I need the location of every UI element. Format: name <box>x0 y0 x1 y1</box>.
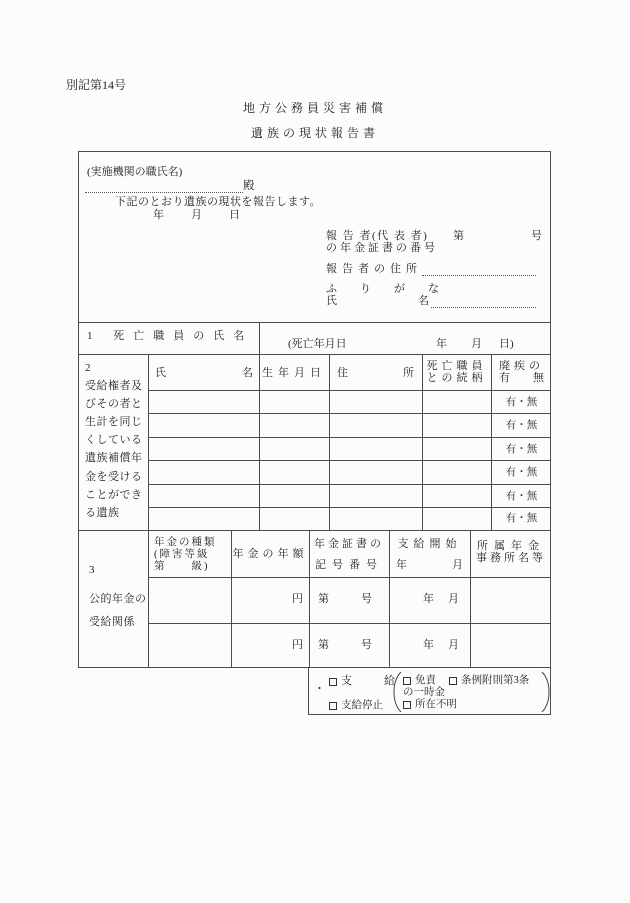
table-divider <box>148 577 550 578</box>
table-divider <box>148 460 550 461</box>
col-header-pension-kind-line3: 第 級) <box>154 561 210 572</box>
start-year-label: 年 <box>423 639 434 651</box>
col-header-cert-line2: 記号番号 <box>315 559 383 571</box>
checkbox-icon <box>449 677 457 685</box>
recipient-line <box>85 180 263 193</box>
table-divider <box>259 322 260 354</box>
cert-no-suffix: 号 <box>361 639 372 651</box>
col-header-address: 住 所 <box>337 367 414 379</box>
table-divider <box>148 623 550 624</box>
table-divider <box>148 437 550 438</box>
reporter-cert-label1: 報 告 者(代 表 者) <box>326 230 429 242</box>
checkbox-icon <box>329 702 337 710</box>
death-date-month-label: 月 <box>471 338 482 350</box>
col-header-cert-line1: 年金証書の <box>314 538 384 550</box>
table-divider <box>79 530 550 531</box>
furigana-label: ふりがな <box>326 283 462 295</box>
bullet: ・ <box>314 683 325 695</box>
table-divider <box>148 507 550 508</box>
col-header-pension-kind-line2: (障害等級 <box>154 549 210 560</box>
table-divider <box>148 530 149 667</box>
report-statement: 下記のとおり遺族の現状を報告します。 <box>115 196 322 208</box>
table-divider <box>259 354 260 530</box>
col-header-pension-amount: 年金の年額 <box>232 548 308 560</box>
name-label-right: 名 <box>418 295 429 307</box>
ordinance-option-label-line2: の一時金 <box>403 687 445 698</box>
recipient-dotted-line <box>85 180 243 193</box>
disability-choice: 有・無 <box>505 467 538 478</box>
cert-no-prefix: 第 <box>318 593 329 605</box>
recipient-honorific: 殿 <box>243 180 255 192</box>
yen-label: 円 <box>292 593 303 605</box>
right-paren-icon <box>540 671 552 713</box>
disability-choice: 有・無 <box>505 444 538 455</box>
col-header-disability-line1: 廃疾の <box>499 360 544 372</box>
table-divider <box>79 322 550 323</box>
reporter-address-label: 報告者の住所 <box>326 263 422 275</box>
reporter-cert-line2: の年金証書の番号 <box>326 242 438 254</box>
pay-option-label: 支 <box>341 675 352 687</box>
payment-status-box <box>308 667 551 715</box>
checkbox-icon <box>329 678 337 686</box>
table-divider <box>148 413 550 414</box>
disability-choice: 有・無 <box>505 513 538 524</box>
death-date-day-label: 日) <box>499 338 514 350</box>
main-form-box: (実施機関の職氏名) 殿 下記のとおり遺族の現状を報告します。 年 月 日 報 告 者(代 表 者) 第 号 の年金証書の番号 報告者の住所 ふりがな 氏 名 1 死亡職員の氏名 (死亡年月日 年 月 日) 2 受給権者及 びその者と 生計を同じ くしている 遺族補償年 金を受ける ことができ る遺族 氏 名 生年月日 住 所 死亡職員 との続柄 廃疾の 有 無 有・無 有・無 有・無 有・無 有・無 有・無 3 公的年金の 受給関係 年金の種類 (障害等級 第 級) 年金の年額 年金証書の 記号番号 支給開始 年 月 所属年金 事務所名等 円 第 号 年 月 円 第 号 年 月 <box>78 151 551 668</box>
disability-choice: 有・無 <box>505 491 538 502</box>
disability-choice: 有・無 <box>505 397 538 408</box>
reporter-name-line <box>326 295 536 309</box>
report-date-month-label: 月 <box>191 209 202 221</box>
checkbox-icon <box>403 677 411 685</box>
table-divider <box>148 390 550 391</box>
cert-no-suffix: 号 <box>531 230 542 242</box>
col-header-relation-line2: との続柄 <box>426 372 487 384</box>
col-header-disability-line2: 有 無 <box>499 372 544 384</box>
col-header-pension-kind-line1: 年金の種類 <box>154 537 217 548</box>
checkbox-icon <box>403 701 411 709</box>
reporter-name-dotted-line <box>431 306 536 308</box>
report-date-year-label: 年 <box>153 209 164 221</box>
section1-label: 1 死亡職員の氏名 <box>87 330 254 342</box>
start-month-label: 月 <box>448 639 459 651</box>
col-header-pension-office-line2: 事務所名等 <box>476 552 546 564</box>
section2-row-label: 2 受給権者及 びその者と 生計を同じ くしている 遺族補償年 金を受ける ことができ る遺族 <box>85 362 143 519</box>
col-header-pay-start-line2: 年 月 <box>396 559 463 571</box>
table-divider <box>148 484 550 485</box>
ordinance-option-label: 条例附則第3条 <box>461 675 530 686</box>
stop-option-label: 支給停止 <box>341 700 383 711</box>
form-number: 別記第14号 <box>66 78 127 92</box>
exempt-option-label: 免責 <box>415 675 436 686</box>
cert-no-suffix: 号 <box>361 593 372 605</box>
col-header-birthdate: 生年月日 <box>262 367 326 379</box>
missing-option-label: 所在不明 <box>415 699 457 710</box>
doc-title-line1: 地方公務員災害補償 <box>242 101 387 115</box>
death-date-prefix: (死亡年月日 <box>288 338 347 350</box>
reporter-address-line <box>326 260 536 276</box>
col-header-pay-start-line1: 支給開始 <box>397 538 462 550</box>
col-header-name: 氏 名 <box>155 367 253 379</box>
doc-title-line2: 遺族の現状報告書 <box>250 126 379 140</box>
cert-no-prefix: 第 <box>453 230 464 242</box>
name-label-left: 氏 <box>326 295 337 307</box>
cert-no-prefix: 第 <box>318 639 329 651</box>
col-header-relation-line1: 死亡職員 <box>426 360 487 372</box>
report-date-day-label: 日 <box>229 209 240 221</box>
disability-choice: 有・無 <box>505 420 538 431</box>
yen-label: 円 <box>292 639 303 651</box>
start-year-label: 年 <box>423 593 434 605</box>
death-date-year-label: 年 <box>436 338 447 350</box>
agency-name-label: (実施機関の職氏名) <box>87 166 183 178</box>
col-header-pension-office-line1: 所属年金 <box>477 540 545 552</box>
start-month-label: 月 <box>448 593 459 605</box>
pay-option-label2: 給 <box>384 675 395 687</box>
reporter-address-dotted-line <box>422 263 536 276</box>
left-paren-icon <box>391 671 403 713</box>
